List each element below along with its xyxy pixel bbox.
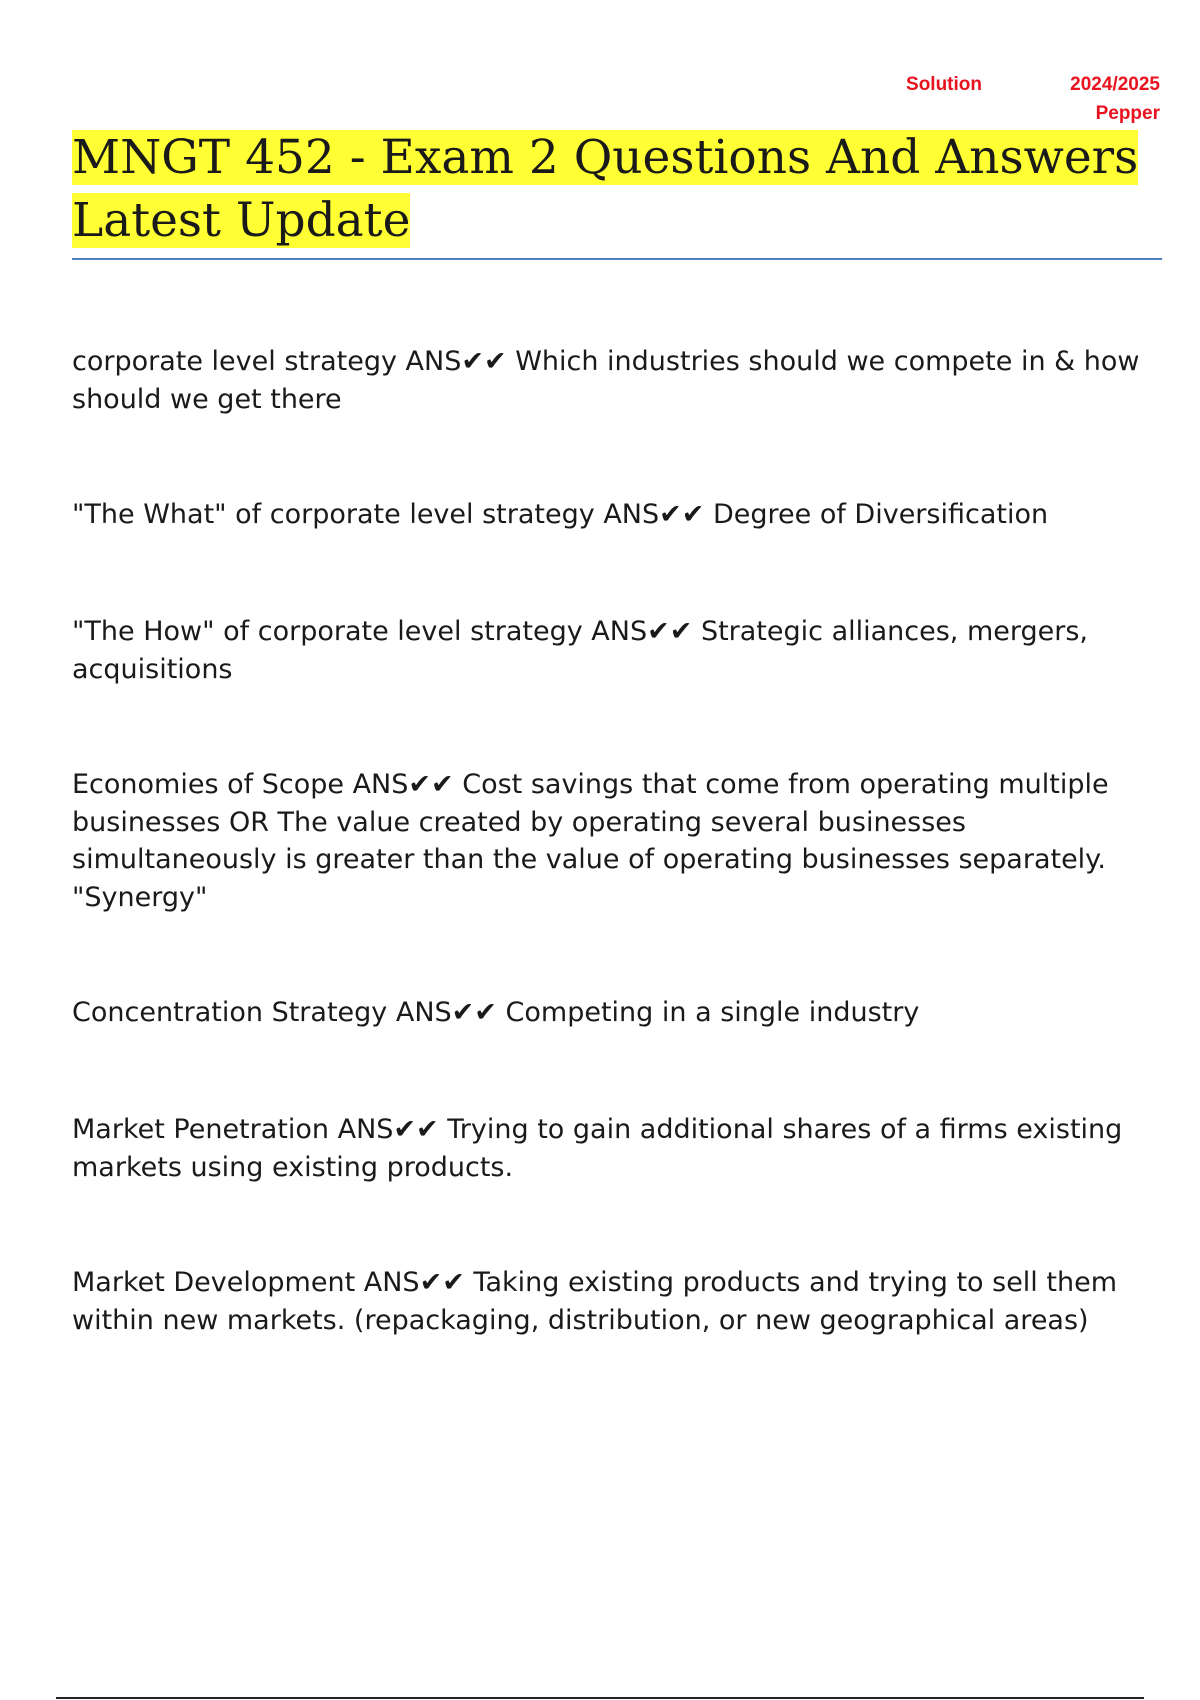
- document-title-text: MNGT 452 - Exam 2 Questions And Answers Latest Update: [72, 130, 1139, 248]
- qa-marker: ANS✔✔: [395, 997, 497, 1028]
- qa-marker: ANS✔✔: [363, 1267, 465, 1298]
- qa-item: [72, 343, 1162, 418]
- qa-marker: ANS✔✔: [591, 616, 693, 647]
- header-meta: [760, 74, 1160, 134]
- qa-answer: Cost savings that come from operating multiple businesses OR The value created by operating several businesses simultaneously is greater than the value of operating businesses separately. "Synergy": [72, 769, 1109, 913]
- qa-item: [72, 766, 1162, 916]
- qa-term: "The What" of corporate level strategy: [72, 499, 595, 530]
- qa-marker: ANS✔✔: [337, 1114, 439, 1145]
- qa-term: "The How" of corporate level strategy: [72, 616, 583, 647]
- qa-marker: ANS✔✔: [603, 499, 705, 530]
- title-block: [72, 126, 1162, 252]
- qa-marker: ANS✔✔: [405, 346, 507, 377]
- qa-item: [72, 1264, 1162, 1339]
- qa-answer: Which industries should we compete in & how should we get there: [72, 346, 1140, 415]
- document-title: [72, 126, 1162, 252]
- author-label: Pepper: [1095, 103, 1160, 124]
- qa-answer: Competing in a single industry: [505, 997, 920, 1028]
- qa-term: Market Penetration: [72, 1114, 330, 1145]
- footer-divider: [56, 1697, 1144, 1699]
- qa-answer: Trying to gain additional shares of a firms existing markets using existing products.: [72, 1114, 1123, 1183]
- qa-answer: Degree of Diversification: [712, 499, 1049, 530]
- title-divider: [72, 258, 1162, 260]
- qa-term: Market Development: [72, 1267, 356, 1298]
- qa-term: Concentration Strategy: [72, 997, 388, 1028]
- solution-label: Solution: [906, 74, 982, 95]
- year-label: 2024/2025: [1070, 74, 1160, 95]
- qa-marker: ANS✔✔: [352, 769, 454, 800]
- qa-item: [72, 1111, 1162, 1186]
- qa-item: [72, 994, 919, 1032]
- qa-item: [72, 613, 1162, 688]
- qa-answer: Strategic alliances, mergers, acquisitions: [72, 616, 1089, 685]
- qa-term: corporate level strategy: [72, 346, 397, 377]
- qa-term: Economies of Scope: [72, 769, 344, 800]
- qa-answer: Taking existing products and trying to sell them within new markets. (repackaging, distribution, or new geographical areas): [72, 1267, 1118, 1336]
- qa-item: [72, 496, 1048, 534]
